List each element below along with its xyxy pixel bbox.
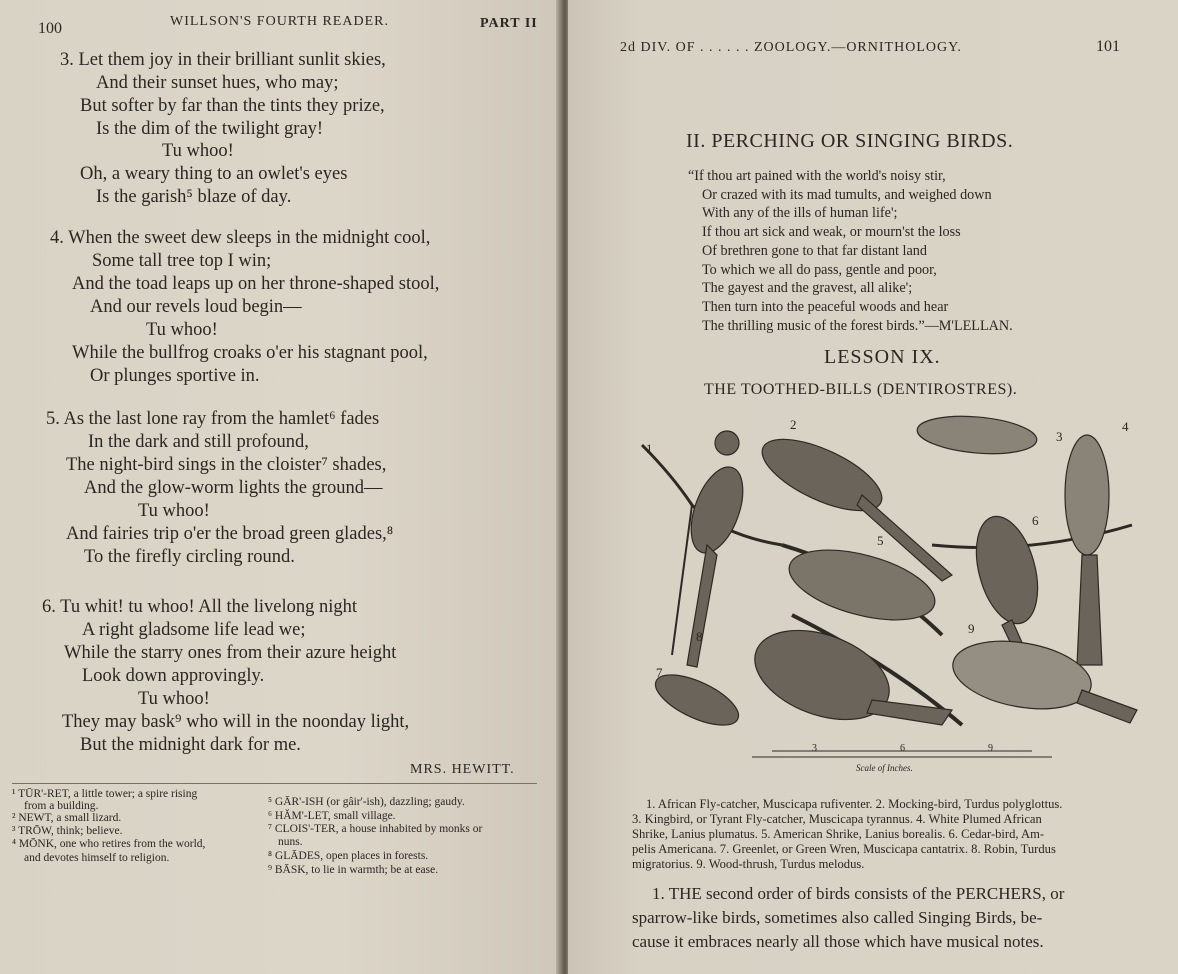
left-page-number: 100 [38, 20, 62, 37]
footnote-divider [12, 783, 537, 784]
epigraph-line: The gayest and the gravest, all alike'; [702, 280, 913, 297]
footnote: ⁶ HĂM'-LET, small village. [268, 810, 396, 822]
poem-line: Tu whoo! [162, 141, 234, 161]
poem-author: MRS. HEWITT. [410, 762, 515, 777]
figure-number: 1 [646, 441, 653, 456]
body-line: sparrow-like birds, sometimes also called Singing Birds, be- [632, 908, 1043, 927]
footnote: ⁴ MŌNK, one who retires from the world, [12, 838, 206, 850]
epigraph-line: Then turn into the peaceful woods and hear [702, 298, 949, 315]
poem-line: The night-bird sings in the cloister⁷ shades, [66, 455, 387, 475]
right-page-number: 101 [1096, 38, 1120, 55]
poem-line: Some tall tree top I win; [92, 251, 272, 271]
poem-line: While the starry ones from their azure height [64, 643, 397, 663]
footnote: ⁷ CLOIS'-TER, a house inhabited by monks or [268, 823, 483, 835]
footnote: ⁹ BĀSK, to lie in warmth; be at ease. [268, 864, 439, 876]
figure-number: 7 [656, 665, 663, 680]
footnote: nuns. [278, 836, 303, 848]
part-label: PART II [480, 16, 538, 31]
poem-line: Or plunges sportive in. [90, 366, 260, 386]
bird-engraving [632, 405, 1142, 775]
right-running-head: 2d DIV. OF . . . . . . ZOOLOGY.—ORNITHOLOGY. [620, 40, 962, 55]
section-title: II. PERCHING OR SINGING BIRDS. [686, 130, 1014, 152]
poem-line: Tu whoo! [146, 320, 218, 340]
epigraph-line: The thrilling music of the forest birds.”—M'LELLAN. [702, 317, 1013, 334]
poem-line: To the firefly circling round. [84, 547, 295, 567]
poem-line: Is the dim of the twilight gray! [96, 119, 324, 139]
caption-line: pelis Americana. 7. Greenlet, or Green Wren, Muscicapa cantatrix. 8. Robin, Turdus [632, 842, 1056, 856]
poem-line: And the toad leaps up on her throne-shaped stool, [72, 274, 440, 294]
footnote: ⁵ GĀR'-ISH (or gâir'-ish), dazzling; gaudy. [268, 796, 465, 808]
poem-line: Is the garish⁵ blaze of day. [96, 187, 292, 207]
epigraph-line: “If thou art pained with the world's noisy stir, [688, 168, 946, 184]
footnote: from a building. [24, 800, 99, 812]
body-line: 1. THE second order of birds consists of the PERCHERS, or [652, 884, 1065, 903]
poem-line: And our revels loud begin— [90, 297, 302, 317]
poem-line: And the glow-worm lights the ground— [84, 478, 383, 498]
epigraph-line: Of brethren gone to that far distant land [702, 242, 927, 259]
left-page [0, 0, 562, 974]
lesson-heading: LESSON IX. [824, 346, 941, 368]
poem-line: Tu whoo! [138, 501, 210, 521]
poem-line: But the midnight dark for me. [80, 735, 301, 755]
poem-line: Oh, a weary thing to an owlet's eyes [80, 164, 348, 184]
poem-line: 3. Let them joy in their brilliant sunlit skies, [60, 50, 386, 70]
scale-label: Scale of Inches. [856, 763, 913, 773]
body-line: cause it embraces nearly all those which have musical notes. [632, 932, 1044, 951]
footnote: ⁸ GLĀDES, open places in forests. [268, 850, 429, 862]
figure-number: 9 [968, 621, 975, 636]
poem-line: And fairies trip o'er the broad green glades,⁸ [66, 524, 394, 544]
poem-line: Tu whoo! [138, 689, 210, 709]
left-running-head: WILLSON'S FOURTH READER. [170, 14, 389, 29]
caption-line: Shrike, Lanius plumatus. 5. American Shrike, Lanius borealis. 6. Cedar-bird, Am- [632, 827, 1045, 841]
scale-tick: 9 [988, 743, 993, 754]
footnote: ¹ TŪR'-RET, a little tower; a spire rising [12, 788, 198, 800]
poem-line: But softer by far than the tints they prize, [80, 96, 385, 116]
right-page [568, 0, 1178, 974]
caption-line: migratorius. 9. Wood-thrush, Turdus melodus. [632, 857, 865, 871]
footnote: ² NEWT, a small lizard. [12, 812, 122, 824]
caption-line: 3. Kingbird, or Tyrant Fly-catcher, Muscicapa tyrannus. 4. White Plumed African [632, 812, 1042, 826]
figure-number: 8 [696, 629, 703, 644]
poem-line: In the dark and still profound, [88, 432, 309, 452]
scale-tick: 6 [900, 743, 905, 754]
poem-line: 6. Tu whit! tu whoo! All the livelong night [42, 597, 358, 617]
poem-line: 4. When the sweet dew sleeps in the midnight cool, [50, 228, 431, 248]
figure-number: 2 [790, 417, 797, 432]
figure-number: 5 [877, 533, 884, 548]
poem-line: A right gladsome life lead we; [82, 620, 306, 640]
poem-line: 5. As the last lone ray from the hamlet⁶ fades [46, 409, 380, 429]
epigraph-line: With any of the ills of human life'; [702, 205, 898, 222]
caption-line: 1. African Fly-catcher, Muscicapa rufiventer. 2. Mocking-bird, Turdus polyglottus. [646, 797, 1063, 811]
poem-line: They may bask⁹ who will in the noonday light, [62, 712, 410, 732]
epigraph-line: To which we all do pass, gentle and poor, [702, 261, 937, 278]
figure-number: 4 [1122, 419, 1129, 434]
figure-number: 3 [1056, 429, 1063, 444]
epigraph-line: Or crazed with its mad tumults, and weighed down [702, 186, 992, 203]
lesson-subtitle: THE TOOTHED-BILLS (DENTIROSTRES). [704, 381, 1018, 398]
figure-number: 6 [1032, 513, 1039, 528]
footnote: ³ TRŌW, think; believe. [12, 825, 123, 837]
scale-tick: 3 [812, 743, 817, 754]
poem-line: And their sunset hues, who may; [96, 73, 339, 93]
epigraph-line: If thou art sick and weak, or mourn'st the loss [702, 224, 961, 241]
footnote: and devotes himself to religion. [24, 852, 170, 864]
poem-line: While the bullfrog croaks o'er his stagnant pool, [72, 343, 428, 363]
poem-line: Look down approvingly. [82, 666, 265, 686]
